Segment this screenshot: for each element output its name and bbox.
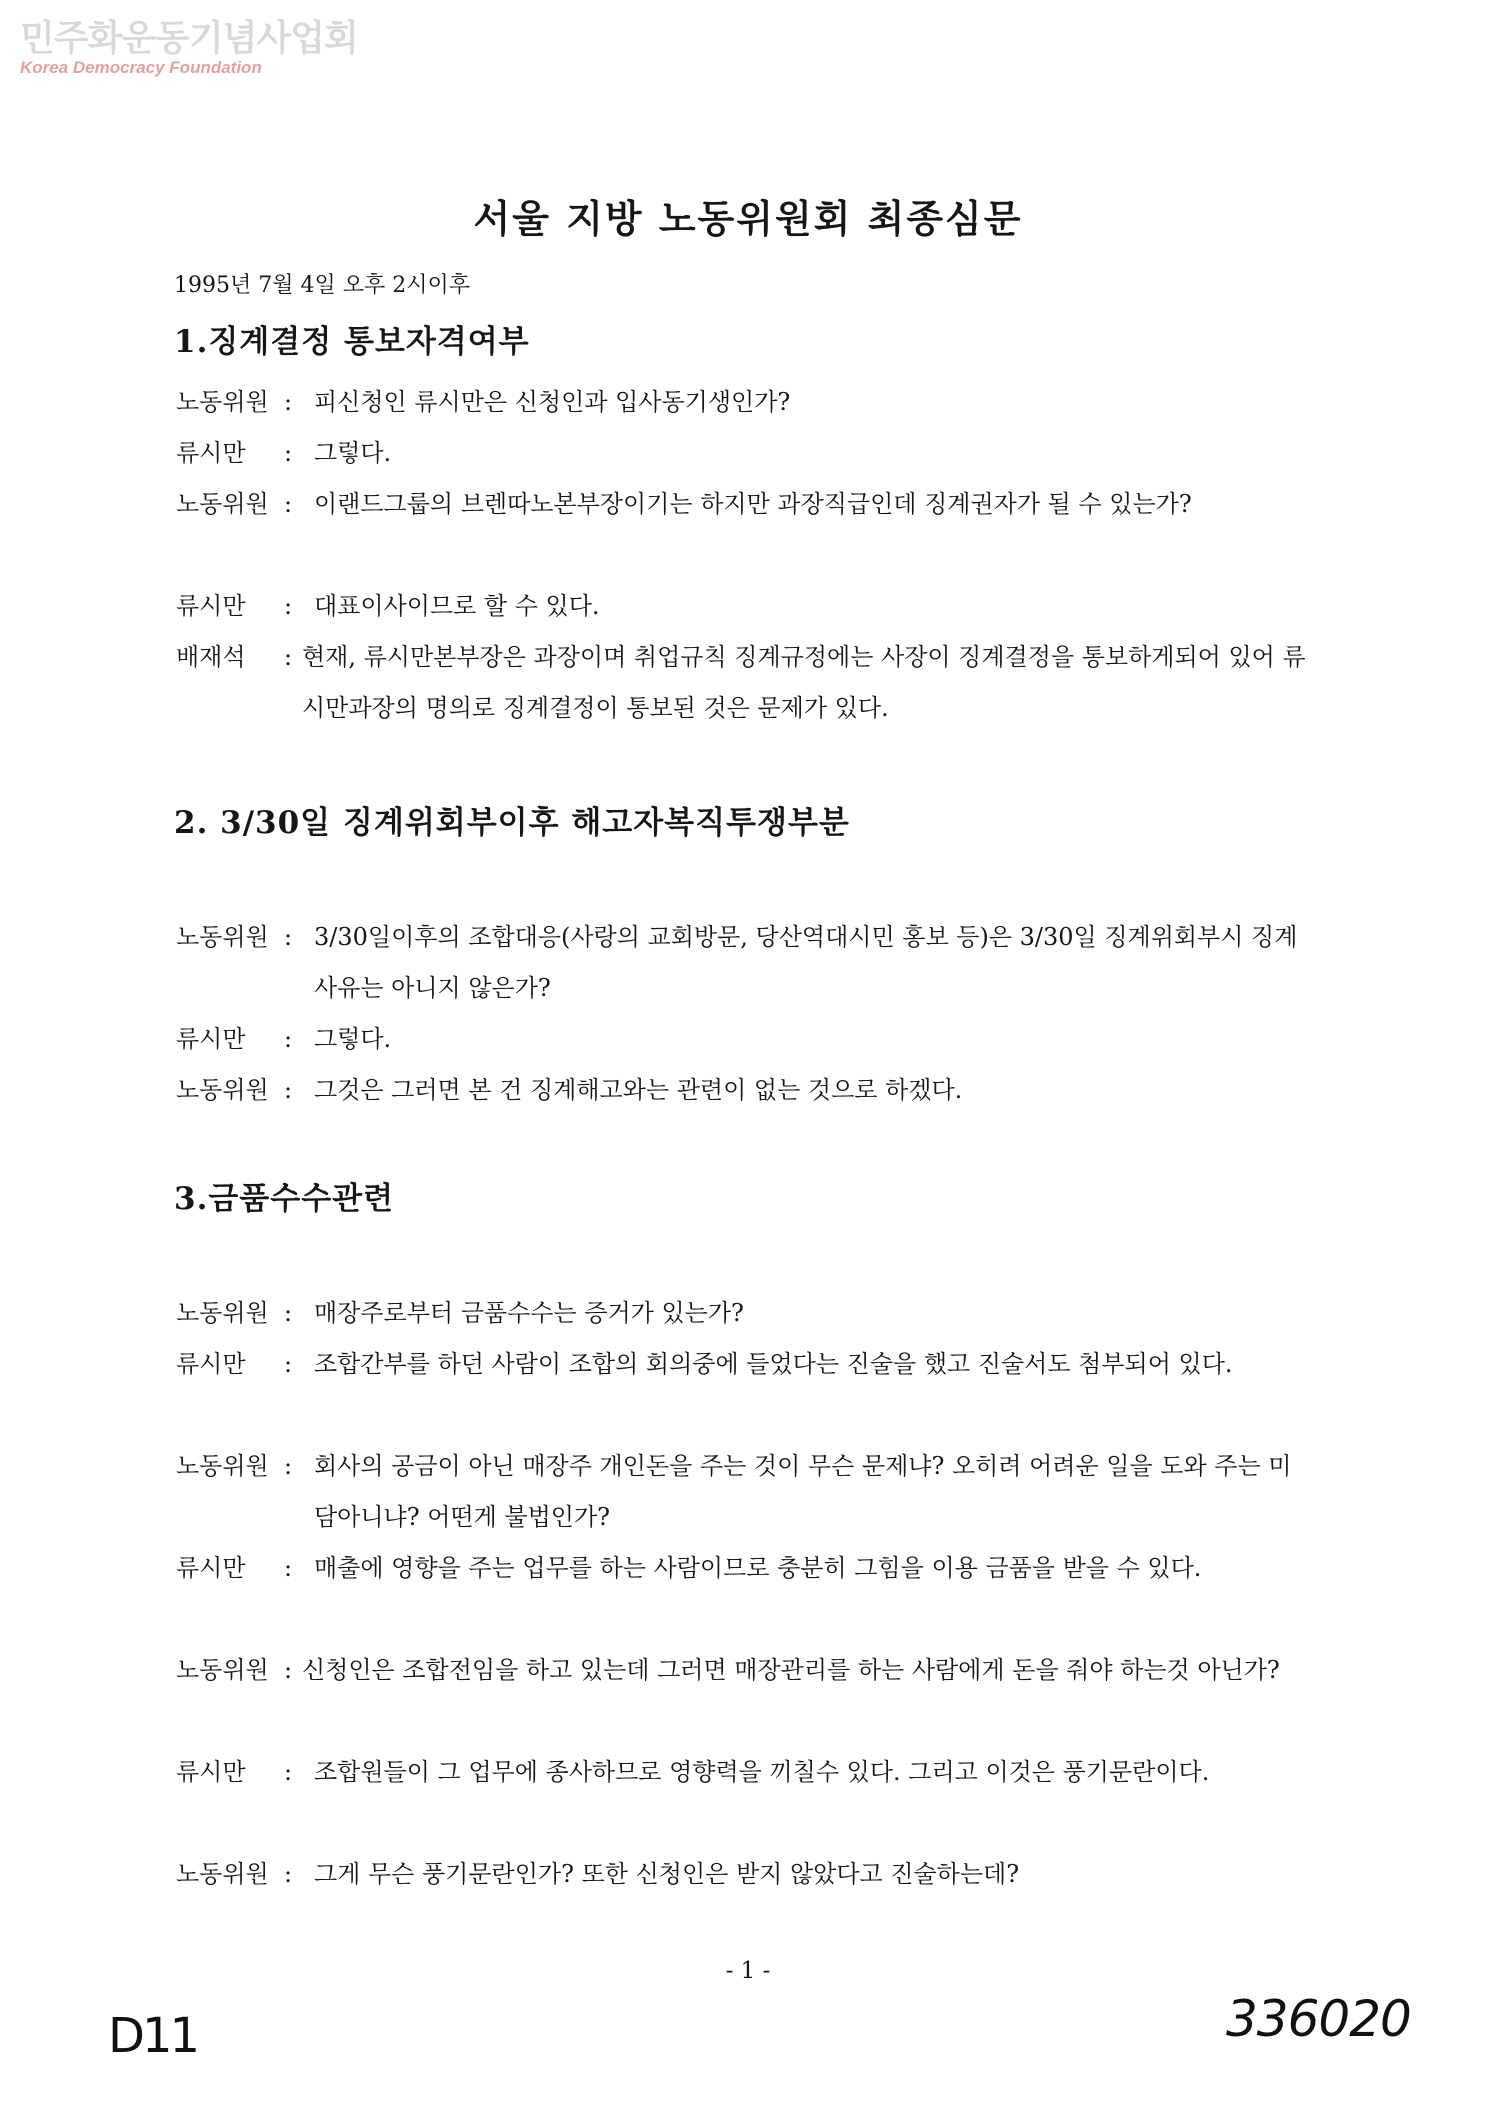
colon-separator: : — [284, 1554, 293, 1582]
speaker-name: 노동위원 — [176, 1860, 269, 1888]
dialogue-text: 이랜드그룹의 브렌따노본부장이기는 하지만 과장직급인데 징계권자가 될 수 있는가? — [314, 490, 1192, 518]
section-heading: 2. 3/30일 징계위회부이후 해고자복직투쟁부분 — [174, 805, 850, 841]
dialogue-entry — [176, 632, 1306, 734]
dialogue-entry — [176, 479, 1306, 530]
handwritten-document-number: 336020 — [1226, 1990, 1411, 2048]
dialogue-entry — [176, 912, 1306, 1014]
dialogue-entry — [176, 1288, 1306, 1339]
dialogue-entry — [176, 1441, 1306, 1543]
colon-separator: : — [284, 1758, 293, 1786]
colon-separator: : — [284, 592, 293, 620]
colon-separator: : — [284, 923, 293, 951]
dialogue-entry — [176, 1645, 1306, 1696]
colon-separator: : — [284, 490, 293, 518]
dialogue-entry — [176, 581, 1306, 632]
colon-separator: : — [284, 643, 293, 671]
dialogue-entry — [176, 428, 1306, 479]
dialogue-text: 신청인은 조합전임을 하고 있는데 그러면 매장관리를 하는 사람에게 돈을 줘야 하는것 아닌가? — [302, 1656, 1280, 1684]
dialogue-text: 현재, 류시만본부장은 과장이며 취업규칙 징계규정에는 사장이 징계결정을 통보하게되어 있어 류시만과장의 명의로 징계결정이 통보된 것은 문제가 있다. — [302, 643, 1306, 722]
dialogue-entry — [176, 377, 1306, 428]
speaker-name: 노동위원 — [176, 1656, 269, 1684]
watermark-korean: 민주화운동기념사업회 — [20, 18, 358, 59]
speaker-name: 류시만 — [176, 1758, 246, 1786]
dialogue-entry — [176, 1014, 1306, 1065]
document-title: 서울 지방 노동위원회 최종심문 — [473, 196, 1023, 241]
speaker-name: 류시만 — [176, 1554, 246, 1582]
watermark-english: Korea Democracy Foundation — [20, 58, 262, 77]
dialogue-text: 그게 무슨 풍기문란인가? 또한 신청인은 받지 않았다고 진술하는데? — [314, 1860, 1020, 1888]
speaker-name: 노동위원 — [176, 1076, 269, 1104]
dialogue-text: 매출에 영향을 주는 업무를 하는 사람이므로 충분히 그힘을 이용 금품을 받을 수 있다. — [314, 1554, 1202, 1582]
dialogue-text: 3/30일이후의 조합대응(사랑의 교회방문, 당산역대시민 홍보 등)은 3/30일 징계위회부시 징계사유는 아니지 않은가? — [314, 923, 1298, 1002]
dialogue-entry — [176, 1065, 1306, 1116]
dialogue-text: 그렇다. — [314, 439, 392, 467]
dialogue-text: 매장주로부터 금품수수는 증거가 있는가? — [314, 1299, 744, 1327]
dialogue-text: 조합원들이 그 업무에 종사하므로 영향력을 끼칠수 있다. 그리고 이것은 풍기문란이다. — [314, 1758, 1210, 1786]
dialogue-text: 회사의 공금이 아닌 매장주 개인돈을 주는 것이 무슨 문제냐? 오히려 어려운 일을 도와 주는 미담아니냐? 어떤게 불법인가? — [314, 1452, 1292, 1531]
dialogue-text: 그렇다. — [314, 1025, 392, 1053]
dialogue-text: 대표이사이므로 할 수 있다. — [314, 592, 600, 620]
colon-separator: : — [284, 1452, 293, 1480]
speaker-name: 류시만 — [176, 1350, 246, 1378]
dialogue-text: 조합간부를 하던 사람이 조합의 회의중에 들었다는 진술을 했고 진술서도 첨부되어 있다. — [314, 1350, 1233, 1378]
dialogue-entry — [176, 1339, 1306, 1390]
speaker-name: 류시만 — [176, 439, 246, 467]
colon-separator: : — [284, 1076, 293, 1104]
dialogue-entry — [176, 1747, 1306, 1798]
hearing-date: 1995년 7월 4일 오후 2시이후 — [174, 273, 470, 298]
section-heading: 3.금품수수관련 — [174, 1181, 395, 1217]
speaker-name: 노동위원 — [176, 923, 269, 951]
section-heading: 1.징계결정 통보자격여부 — [174, 324, 530, 360]
colon-separator: : — [284, 1350, 293, 1378]
colon-separator: : — [284, 439, 293, 467]
colon-separator: : — [284, 1860, 293, 1888]
speaker-name: 배재석 — [176, 643, 246, 671]
dialogue-entry — [176, 1543, 1306, 1594]
colon-separator: : — [284, 1656, 293, 1684]
speaker-name: 노동위원 — [176, 1299, 269, 1327]
colon-separator: : — [284, 1299, 293, 1327]
speaker-name: 노동위원 — [176, 1452, 269, 1480]
speaker-name: 노동위원 — [176, 490, 269, 518]
foundation-watermark — [20, 18, 358, 78]
speaker-name: 류시만 — [176, 592, 246, 620]
colon-separator: : — [284, 1025, 293, 1053]
dialogue-entry — [176, 1849, 1306, 1900]
dialogue-text: 피신청인 류시만은 신청인과 입사동기생인가? — [314, 388, 791, 416]
speaker-name: 노동위원 — [176, 388, 269, 416]
speaker-name: 류시만 — [176, 1025, 246, 1053]
dialogue-text: 그것은 그러면 본 건 징계해고와는 관련이 없는 것으로 하겠다. — [314, 1076, 963, 1104]
colon-separator: : — [284, 388, 293, 416]
page-number: - 1 - — [725, 1958, 771, 1984]
handwritten-mark-left: D11 — [108, 2008, 198, 2064]
